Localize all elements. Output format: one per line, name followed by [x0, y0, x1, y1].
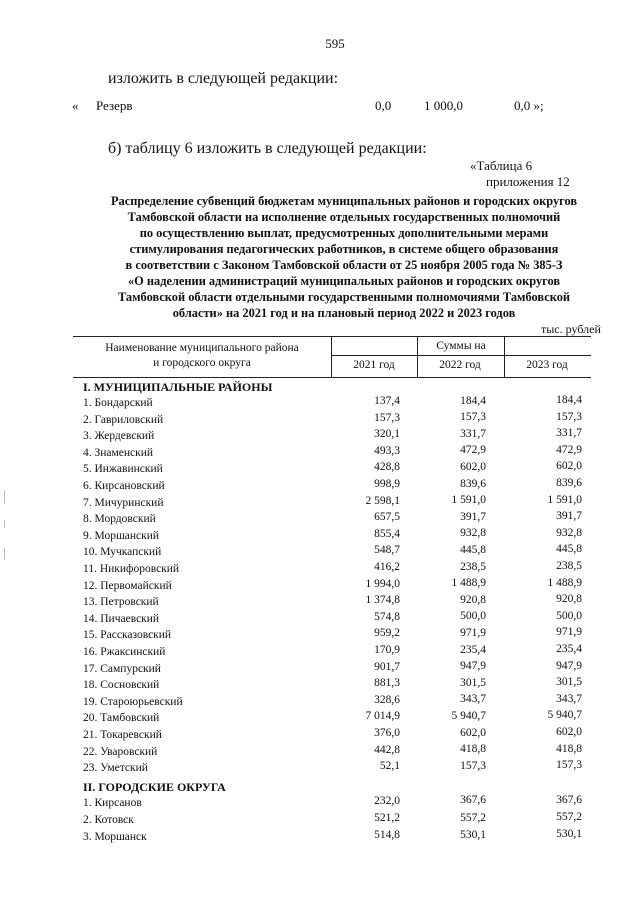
table-row-name: 10. Мучкапский: [83, 546, 162, 559]
table-reference-line1: «Таблица 6: [470, 158, 533, 173]
table-row-value: 442,8: [374, 743, 400, 756]
table-row-name: 3. Жердевский: [83, 430, 155, 443]
units-label: тыс. рублей: [541, 322, 601, 336]
table-row-value: 1 488,9: [451, 577, 486, 590]
table-row-value: 445,8: [556, 543, 582, 556]
table-row-name: 1. Бондарский: [83, 397, 153, 409]
header-name-line2: и городского округа: [153, 357, 251, 369]
table-row-value: 238,5: [556, 560, 582, 572]
reserve-value-2: 1 000,0: [424, 98, 463, 113]
reserve-value-3: 0,0 »;: [514, 98, 544, 113]
table-row-value: 932,8: [460, 527, 486, 540]
table-row-value: 232,0: [374, 794, 400, 807]
title-line: Тамбовской области отдельными государственными полномочиями Тамбовской: [117, 290, 571, 304]
table-row-value: 472,9: [556, 443, 582, 456]
table-row-value: 157,3: [374, 411, 400, 424]
header-year-2023: 2023 год: [526, 359, 568, 371]
table-row-value: 530,1: [556, 828, 582, 841]
scan-margin-mark: [4, 548, 5, 560]
table-row-name: 11. Никифоровский: [83, 563, 180, 575]
table-row-name: 12. Первомайский: [83, 579, 172, 592]
table-row-value: 998,9: [374, 478, 400, 490]
table-row-value: 445,8: [460, 543, 486, 556]
table-row-value: 416,2: [374, 561, 400, 573]
table-title: [84, 193, 604, 321]
table-row-name: 20. Тамбовский: [83, 712, 160, 725]
table-row-value: 238,5: [460, 560, 486, 573]
table-row-value: 5 940,7: [547, 709, 582, 722]
table-row-value: 137,4: [374, 395, 400, 407]
table-row-name: 4. Знаменский: [83, 446, 154, 459]
table-row-name: 19. Староюрьевский: [83, 695, 183, 708]
table-row-value: 839,6: [556, 477, 582, 489]
clause-b-text: б) таблицу 6 изложить в следующей редакции:: [108, 140, 427, 157]
table-row-name: 13. Петровский: [83, 596, 159, 609]
title-line: по осуществлению выплат, предусмотренных дополнительными мерами: [139, 226, 549, 240]
table-row-value: 367,6: [460, 794, 486, 807]
table-row-value: 376,0: [374, 727, 400, 739]
table-row-value: 881,3: [374, 677, 400, 690]
table-row-name: 17. Сампурский: [83, 662, 161, 675]
title-line: в соответствии с Законом Тамбовской области от 25 ноября 2005 года № 385-З: [125, 258, 563, 272]
table-row-value: 602,0: [556, 726, 582, 738]
table-row-value: 170,9: [374, 644, 400, 656]
table-row-value: 920,8: [556, 593, 582, 606]
table-row-value: 301,5: [460, 676, 486, 689]
table-row-name: 1. Кирсанов: [83, 796, 142, 809]
table-row-name: 7. Мичуринский: [83, 496, 164, 509]
header-name-column: [73, 341, 331, 371]
table-row-value: 343,7: [460, 693, 486, 706]
section-heading-cities: II. ГОРОДСКИЕ ОКРУГА: [83, 779, 226, 794]
table-row-value: 428,8: [374, 461, 400, 474]
table-row-value: 548,7: [374, 544, 400, 557]
table-row-value: 959,2: [374, 627, 400, 640]
title-line: «О наделении администраций муниципальных районов и городских округов: [127, 274, 561, 288]
header-sums: Суммы на: [436, 340, 486, 352]
reserve-value-1: 0,0: [375, 98, 392, 113]
header-name-line1: Наименование муниципального района: [105, 342, 299, 354]
header-year-2022: 2022 год: [439, 359, 481, 371]
table-row-value: 343,7: [556, 692, 582, 705]
scan-margin-mark: [4, 520, 5, 528]
table-row-value: 901,7: [374, 660, 400, 673]
table-row-name: 18. Сосновский: [83, 679, 160, 692]
table-row-value: 657,5: [374, 511, 400, 524]
table-row-name: 3. Моршанск: [83, 831, 147, 844]
table-row-value: 574,8: [374, 610, 400, 623]
table-row-value: 7 014,9: [365, 710, 400, 723]
table-reference-line2: приложения 12: [486, 174, 570, 189]
table-row-name: 23. Уметский: [83, 762, 148, 775]
table-row-name: 14. Пичаевский: [83, 612, 160, 625]
table-row-value: 391,7: [460, 510, 486, 523]
table-row-value: 971,9: [460, 626, 486, 639]
table-row-value: 331,7: [460, 427, 486, 440]
title-line: стимулирования педагогических работников, в системе общего образования: [129, 242, 559, 256]
table-row-name: 8. Мордовский: [83, 513, 156, 526]
table-row-value: 235,4: [460, 643, 486, 656]
table-row-value: 530,1: [460, 828, 486, 841]
reserve-name: Резерв: [96, 98, 133, 113]
table-row-value: 331,7: [556, 427, 582, 440]
table-row-name: 15. Рассказовский: [83, 629, 172, 642]
table-row-value: 602,0: [556, 460, 582, 473]
table-row-name: 21. Токаревский: [83, 729, 162, 741]
table-row-value: 932,8: [556, 526, 582, 539]
table-row-value: 514,8: [374, 829, 400, 842]
table-row-value: 328,6: [374, 693, 400, 706]
table-row-name: 16. Ржаксинский: [83, 646, 166, 658]
table-row-value: 320,1: [374, 428, 400, 441]
scan-margin-mark: [4, 490, 5, 504]
table-row-value: 855,4: [374, 527, 400, 540]
table-row-value: 418,8: [556, 742, 582, 755]
table-row-name: 2. Гавриловский: [83, 413, 164, 426]
table-row-value: 367,6: [556, 793, 582, 806]
table-row-value: 184,4: [556, 394, 582, 406]
table-row-value: 1 374,8: [365, 594, 400, 607]
table-row-value: 557,2: [460, 811, 486, 824]
table-row-value: 971,9: [556, 626, 582, 639]
header-divider: [331, 355, 591, 356]
table-row-value: 52,1: [379, 760, 400, 773]
reserve-open-quote: «: [72, 98, 79, 113]
table-row-value: 157,3: [460, 759, 486, 772]
page-number: 595: [325, 36, 345, 51]
table-row-value: 1 488,9: [547, 576, 582, 589]
table-row-name: 2. Котовск: [83, 814, 134, 826]
table-row-value: 301,5: [556, 676, 582, 689]
table-row-value: 920,8: [460, 593, 486, 606]
table-row-value: 1 994,0: [365, 577, 400, 590]
table-row-value: 184,4: [460, 394, 486, 407]
table-row-value: 418,8: [460, 743, 486, 756]
title-line: Тамбовской области на исполнение отдельных государственных полномочий: [127, 210, 561, 224]
table-row-value: 521,2: [374, 812, 400, 824]
table-row-value: 500,0: [556, 609, 582, 622]
table-row-name: 22. Уваровский: [83, 745, 158, 758]
table-row-value: 235,4: [556, 643, 582, 655]
table-row-value: 5 940,7: [451, 709, 486, 722]
intro-text: изложить в следующей редакции:: [108, 70, 339, 87]
table-row-value: 157,3: [556, 410, 582, 423]
table-row-value: 602,0: [460, 460, 486, 473]
table-header: [73, 336, 591, 378]
table-row-value: 839,6: [460, 477, 486, 490]
table-row-name: 9. Моршанский: [83, 529, 160, 542]
table-row-value: 602,0: [460, 726, 486, 739]
table-row-value: 500,0: [460, 610, 486, 623]
table-row-value: 1 591,0: [547, 493, 582, 506]
table-row-value: 947,9: [460, 660, 486, 673]
table-row-name: 6. Кирсановский: [83, 480, 165, 492]
table-row-value: 472,9: [460, 444, 486, 457]
table-row-value: 157,3: [556, 759, 582, 772]
header-year-2021: 2021 год: [353, 359, 395, 371]
title-line: Распределение субвенций бюджетам муниципальных районов и городских округов: [110, 194, 578, 208]
section-heading-districts: I. МУНИЦИПАЛЬНЫЕ РАЙОНЫ: [83, 380, 273, 394]
table-row-value: 947,9: [556, 659, 582, 672]
table-row-value: 157,3: [460, 411, 486, 424]
table-row-value: 2 598,1: [365, 494, 400, 507]
table-row-value: 557,2: [556, 811, 582, 823]
title-line: области» на 2021 год и на плановый период 2022 и 2023 годов: [172, 306, 516, 320]
table-row-name: 5. Инжавинский: [83, 463, 163, 476]
table-row-value: 493,3: [374, 444, 400, 457]
table-row-value: 391,7: [556, 510, 582, 523]
table-row-value: 1 591,0: [451, 494, 486, 507]
